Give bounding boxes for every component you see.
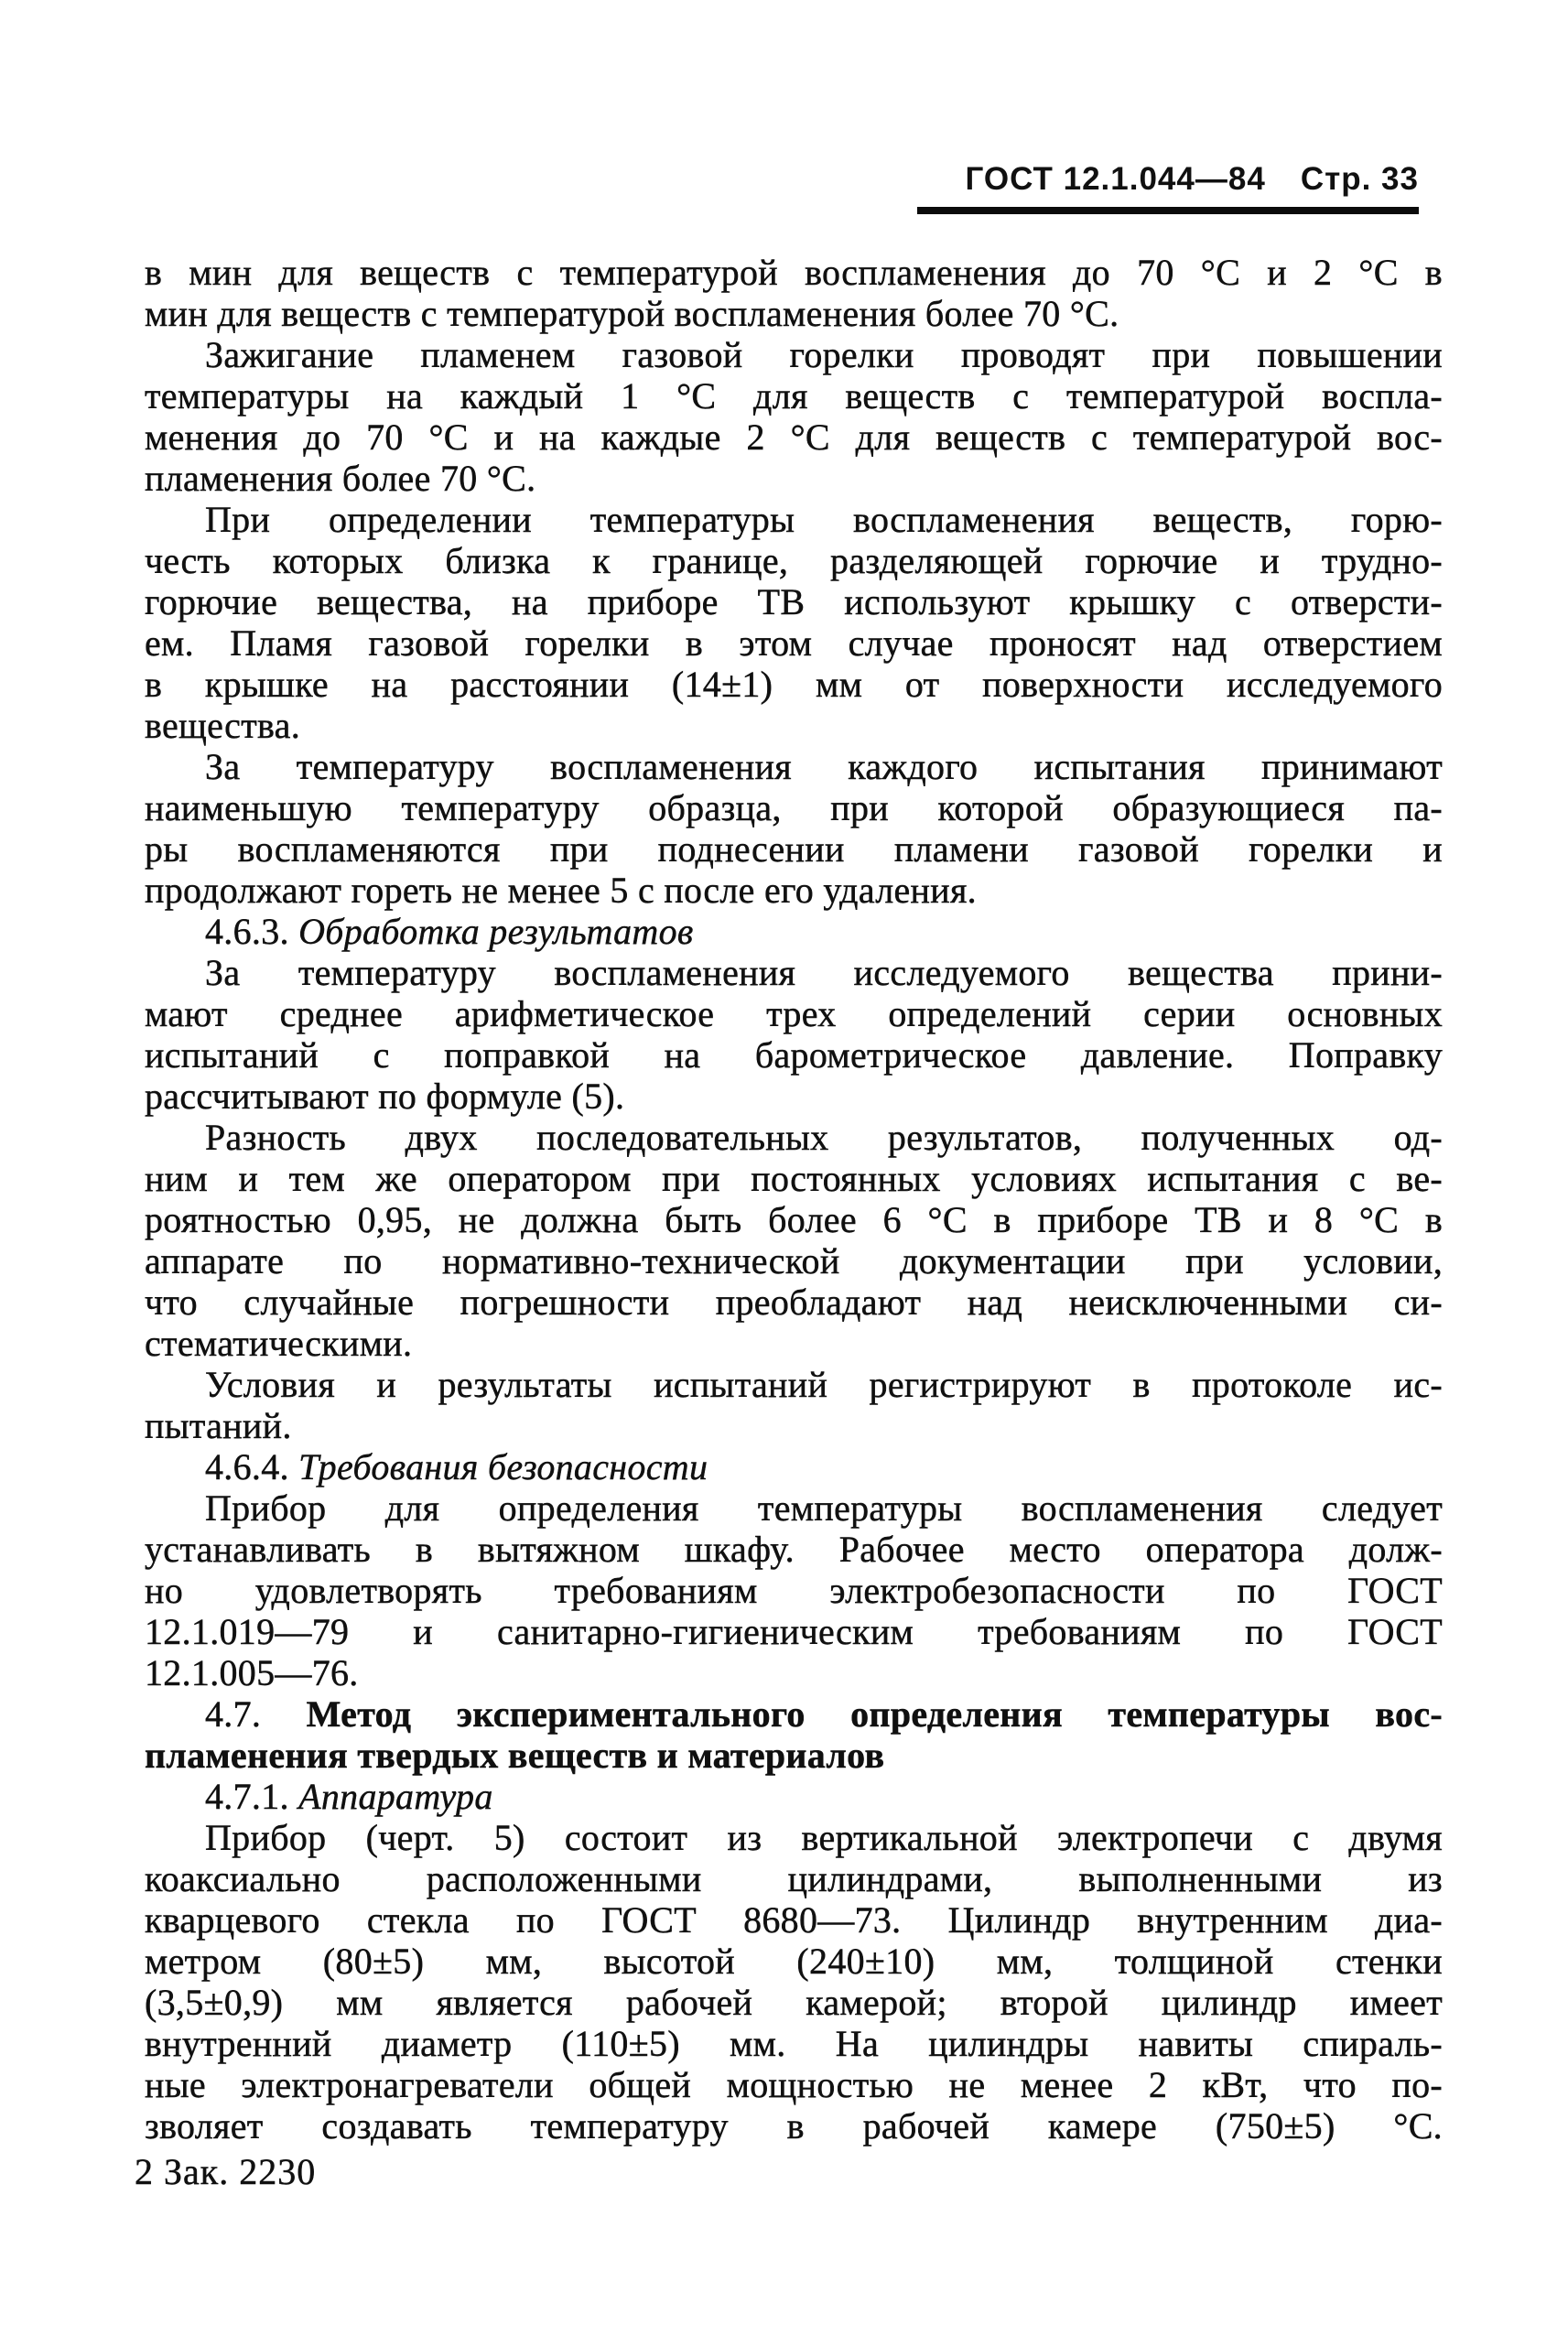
- text-line: ним и тем же оператором при постоянных условиях испытания с ве-: [145, 1158, 1443, 1199]
- header-text: [917, 161, 1419, 198]
- text-line: менения до 70 °С и на каждые 2 °С для веществ с температурой вос-: [145, 416, 1443, 458]
- text-line: вещества.: [145, 705, 301, 746]
- text-line: честь которых близка к границе, разделяющей горючие и трудно-: [145, 540, 1443, 581]
- text-line: ем. Пламя газовой горелки в этом случае проносят над отверстием: [145, 622, 1443, 664]
- page-header: [917, 161, 1419, 214]
- text-line: Прибор для определения температуры воспламенения следует: [205, 1487, 1443, 1529]
- text-line: (3,5±0,9) мм является рабочей камерой; второй цилиндр имеет: [145, 1982, 1443, 2023]
- text-line: продолжают гореть не менее 5 с после его удаления.: [145, 870, 977, 911]
- text-line: температуры на каждый 1 °С для веществ с температурой воспла-: [145, 375, 1443, 416]
- text-line: мают среднее арифметическое трех определений серии основных: [145, 993, 1443, 1034]
- text-line: кварцевого стекла по ГОСТ 8680—73. Цилиндр внутренним диа-: [145, 1899, 1443, 1941]
- text-line: Условия и результаты испытаний регистрируют в протоколе ис-: [205, 1364, 1443, 1405]
- clause-number: 4.7.: [205, 1693, 307, 1735]
- text-line: За температуру воспламенения каждого испытания принимают: [205, 746, 1443, 787]
- text-line: коаксиально расположенными цилиндрами, выполненными из: [145, 1858, 1443, 1899]
- imprint-label: 2 Зак. 2230: [135, 2151, 317, 2192]
- text-line: испытаний с поправкой на барометрическое давление. Поправку: [145, 1034, 1443, 1076]
- text-line: рассчитывают по формуле (5).: [145, 1076, 625, 1117]
- clause-title: Требования безопасности: [298, 1446, 708, 1487]
- text-line: ные электронагреватели общей мощностью не менее 2 кВт, что по-: [145, 2064, 1443, 2105]
- text-line: Разность двух последовательных результатов, полученных од-: [205, 1117, 1443, 1158]
- text-line: пламенения твердых веществ и материалов: [145, 1735, 885, 1776]
- text-line: горючие вещества, на приборе ТВ используют крышку с отверсти-: [145, 581, 1443, 622]
- clause-title: Метод экспериментального определения температуры вос-: [306, 1693, 1443, 1735]
- text-line: наименьшую температуру образца, при которой образующиеся па-: [145, 787, 1443, 828]
- clause-number: 4.6.3.: [205, 911, 299, 952]
- text-line: [145, 1693, 1443, 1735]
- text-line: [145, 1776, 1443, 1817]
- clause-title: Аппаратура: [298, 1776, 493, 1817]
- header-rule: [917, 207, 1419, 214]
- text-line: 12.1.005—76.: [145, 1652, 359, 1693]
- clause-number: 4.6.4.: [205, 1446, 299, 1487]
- text-line: При определении температуры воспламенения веществ, горю-: [205, 499, 1443, 540]
- text-line: роятностью 0,95, не должна быть более 6 °С в приборе ТВ и 8 °С в: [145, 1199, 1443, 1240]
- text-line: 12.1.019—79 и санитарно-гигиеническим требованиям по ГОСТ: [145, 1611, 1443, 1652]
- text-line: что случайные погрешности преобладают над неисключенными си-: [145, 1281, 1443, 1323]
- text-line: Прибор (черт. 5) состоит из вертикальной электропечи с двумя: [205, 1817, 1443, 1858]
- text-line: пламенения более 70 °С.: [145, 458, 536, 499]
- standard-number: ГОСТ 12.1.044—84: [965, 161, 1266, 197]
- text-line: [145, 1446, 1443, 1487]
- text-line: устанавливать в вытяжном шкафу. Рабочее место оператора долж-: [145, 1529, 1443, 1570]
- text-line: [145, 911, 1443, 952]
- clause-number: 4.7.1.: [205, 1776, 299, 1817]
- text-line: Зажигание пламенем газовой горелки проводят при повышении: [205, 334, 1443, 375]
- document-body: [145, 252, 1443, 2147]
- text-line: внутренний диаметр (110±5) мм. На цилиндры навиты спираль-: [145, 2023, 1443, 2064]
- text-line: мин для веществ с температурой воспламенения более 70 °С.: [145, 293, 1119, 334]
- text-line: пытаний.: [145, 1405, 292, 1446]
- page-number: Стр. 33: [1300, 161, 1419, 197]
- text-line: зволяет создавать температуру в рабочей камере (750±5) °С.: [145, 2105, 1443, 2147]
- text-line: стематическими.: [145, 1323, 413, 1364]
- text-line: метром (80±5) мм, высотой (240±10) мм, толщиной стенки: [145, 1941, 1443, 1982]
- text-line: За температуру воспламенения исследуемого вещества прини-: [205, 952, 1443, 993]
- text-line: в мин для веществ с температурой воспламенения до 70 °С и 2 °С в: [145, 252, 1443, 293]
- text-line: ры воспламеняются при поднесении пламени газовой горелки и: [145, 828, 1443, 870]
- clause-title: Обработка результатов: [298, 911, 694, 952]
- text-line: аппарате по нормативно-технической документации при условии,: [145, 1240, 1443, 1281]
- page-footer: [135, 2151, 316, 2192]
- text-line: в крышке на расстоянии (14±1) мм от поверхности исследуемого: [145, 664, 1443, 705]
- text-line: но удовлетворять требованиям электробезопасности по ГОСТ: [145, 1570, 1443, 1611]
